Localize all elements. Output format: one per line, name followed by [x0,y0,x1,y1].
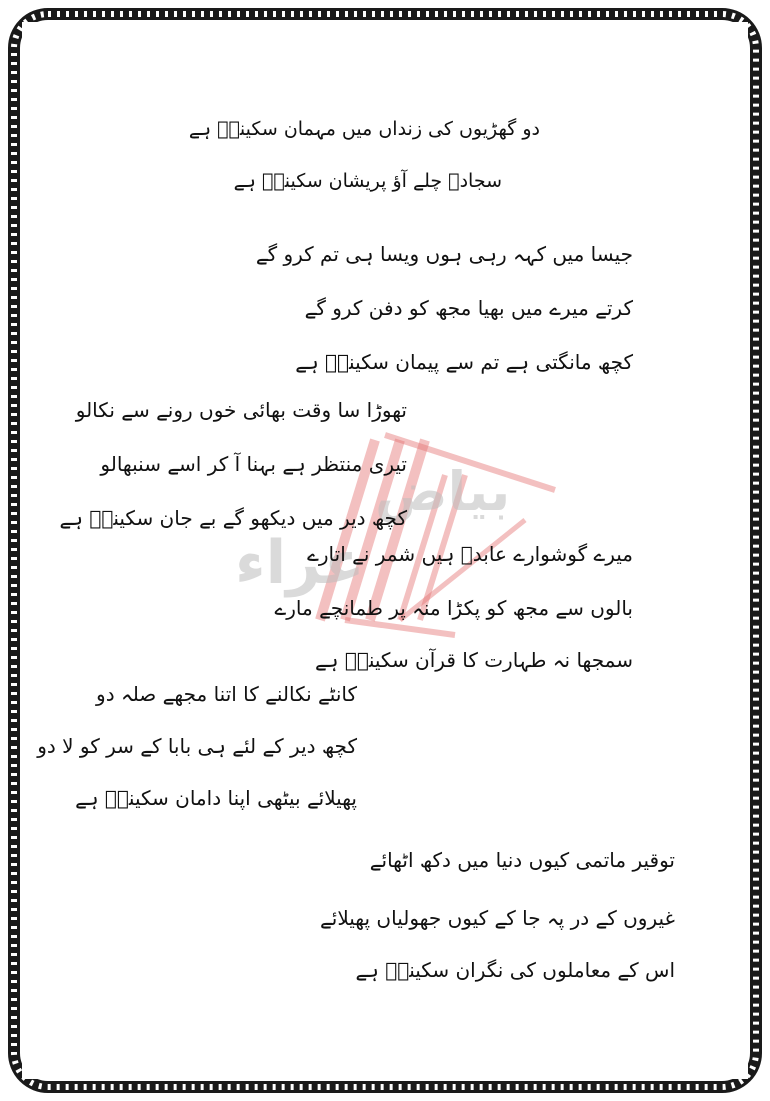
stanza-5-line-1: توقیر ماتمی کیوں دنیا میں دکھ اٹھائے [369,848,675,872]
stanza-5-line-2: غیروں کے در پہ جا کے کیوں جھولیاں پھیلائے [320,906,675,930]
stanza-1-line-2: کرتے میرے میں بھیا مجھ کو دفن کرو گے [304,296,633,320]
stanza-2-line-1: تھوڑا سا وقت بھائی خوں رونے سے نکالو [75,398,407,422]
title-line-2: سجادؑ چلے آؤ پریشان سکینہؑ ہے [233,170,502,192]
stanza-4-line-3: پھیلائے بیٹھی اپنا دامان سکینہؑ ہے [75,786,357,810]
stanza-3-line-1: میرے گوشوارے عابدؑ ہیں شمر نے اتارے [307,542,633,566]
stanza-5-line-3: اس کے معاملوں کی نگران سکینہؑ ہے [355,958,675,982]
stanza-4-line-2: کچھ دیر کے لئے ہی بابا کے سر کو لا دو [37,734,357,758]
stanza-1-line-3: کچھ مانگتی ہے تم سے پیمان سکینہؑ ہے [295,350,633,374]
stanza-2-line-3: کچھ دیر میں دیکھو گے بے جان سکینہؑ ہے [59,506,407,530]
stanza-4-line-1: کانٹے نکالنے کا اتنا مجھے صلہ دو [96,682,357,706]
watermark-word-2: عزاء [235,528,365,598]
watermark-word-1: بیاض [375,460,511,523]
stanza-1-line-1: جیسا میں کہہ رہی ہوں ویسا ہی تم کرو گے [255,242,633,266]
stanza-3-line-3: سمجھا نہ طہارت کا قرآن سکینہؑ ہے [315,648,633,672]
title-line-1: دو گھڑیوں کی زنداں میں مہمان سکینہؑ ہے [188,118,540,140]
stanza-2-line-2: تیری منتظر ہے بہنا آ کر اسے سنبھالو [100,452,407,476]
stanza-3-line-2: بالوں سے مجھ کو پکڑا منہ پر طمانچے مارے [274,596,633,620]
